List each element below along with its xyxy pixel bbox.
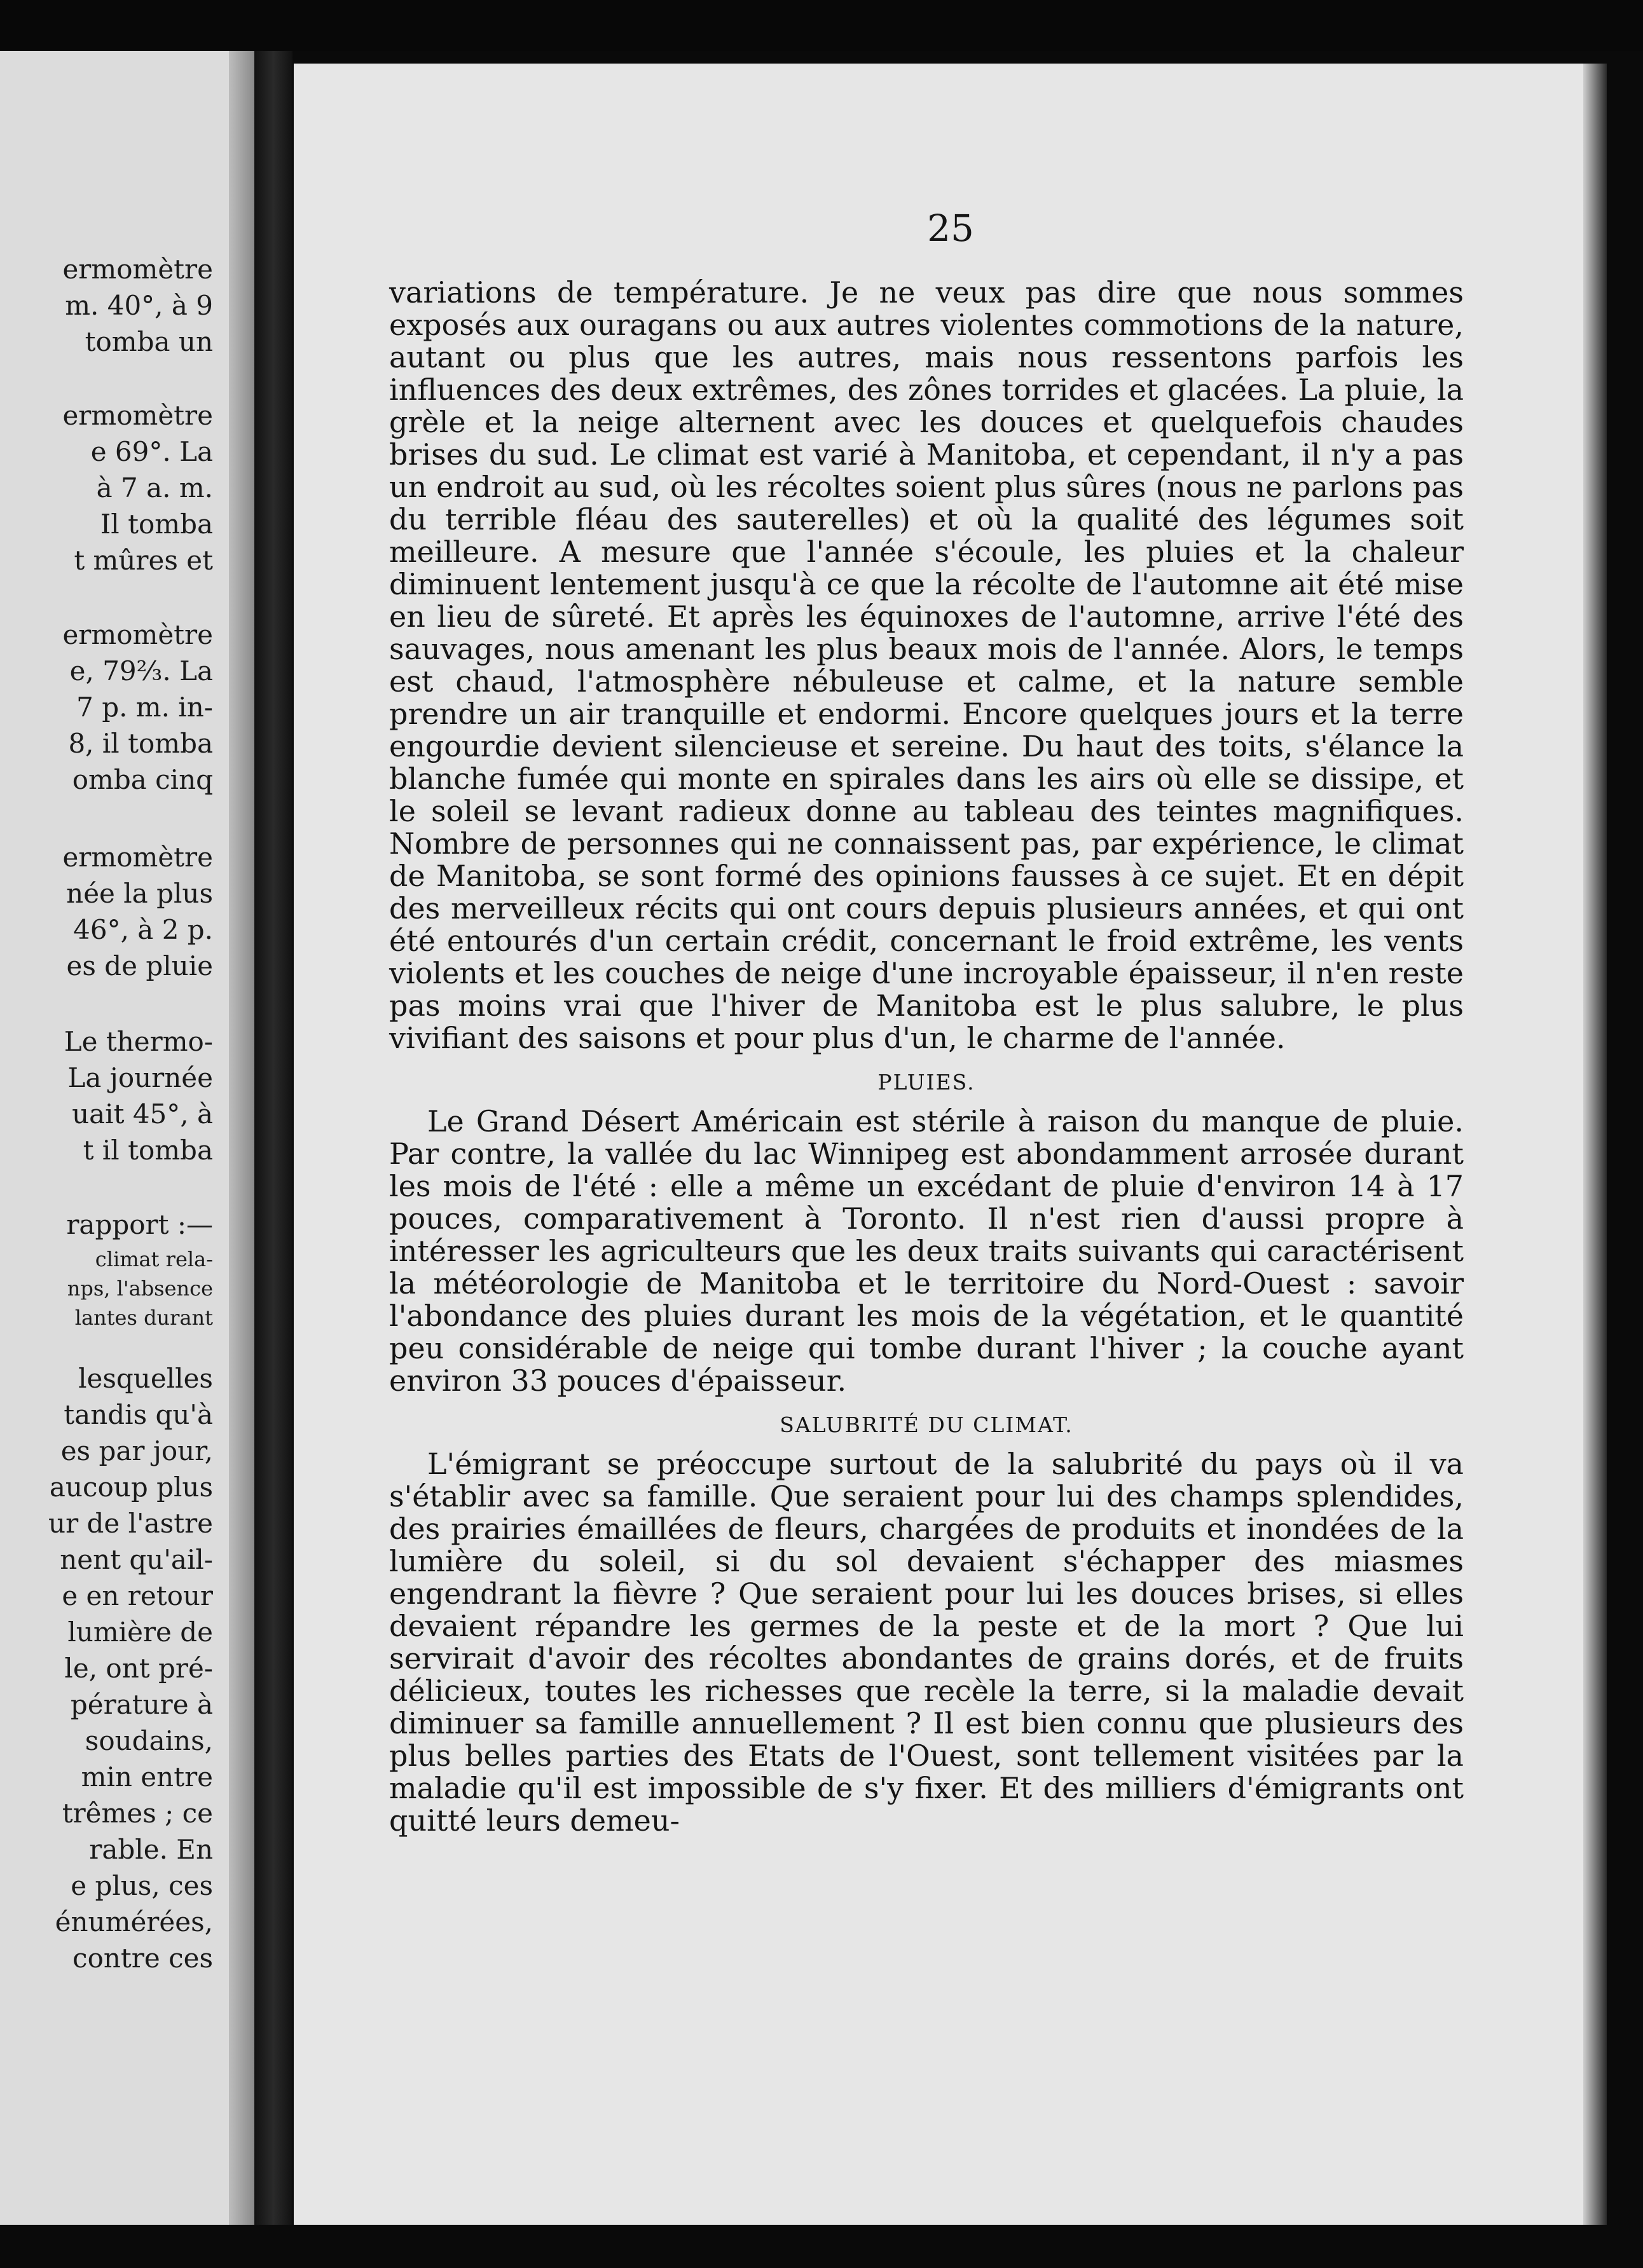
- left-page-line: contre ces: [72, 1943, 213, 1974]
- left-page-line: es par jour,: [60, 1435, 213, 1466]
- left-page-line: ermomètre: [62, 254, 213, 285]
- left-page-line: uait 45°, à: [72, 1098, 213, 1130]
- left-page-line: 7 p. m. in-: [76, 692, 213, 723]
- left-page-line: ermomètre: [62, 842, 213, 873]
- left-page-line: ermomètre: [62, 619, 213, 650]
- book-gutter: [254, 51, 292, 2225]
- section-heading-pluies: PLUIES.: [877, 1070, 975, 1095]
- intro-paragraph: variations de température. Je ne veux pas dire que nous sommes exposés aux ouragans ou aux autres violentes commotions de la nature, autant ou plus que les autres, mais nous ressentons parfois les influences des deux extrêmes, des zônes torrides et glacées. La pluie, la grèle et la neige alternent avec les douces et quelquefois chaudes brises du sud. Le climat est varié à Manitoba, et cependant, il n'y a pas un endroit au sud, où les récoltes soient plus sûres (nous ne parlons pas du terrible fléau des sauterelles) et où la qualité des légumes soit meilleure. A mesure que l'année s'écoule, les pluies et la chaleur diminuent lentement jusqu'à ce que la récolte de l'automne ait été mise en lieu de sûreté. Et après les équinoxes de l'automne, arrive l'été des sauvages, nous amenant les plus beaux mois de l'année. Alors, le temps est chaud, l'atmosphère nébuleuse et calme, et la nature semble prendre un air tranquille et endormi. Encore quelques jours et la terre engourdie devient silencieuse et sereine. Du haut des toits, s'élance la blanche fumée qui monte en spirales dans les airs où elle se dissipe, et le soleil se levant radieux donne au tableau des teintes magnifiques. Nombre de personnes qui ne connaissent pas, par expérience, le climat de Manitoba, se sont formé des opinions fausses à ce sujet. Et en dépit des merveilleux récits qui ont cours depuis plusieurs années, et qui ont été entourés d'un certain crédit, concernant le froid extrême, les vents violents et les couches de neige d'une incroyable épaisseur, il n'en reste pas moins vrai que l'hiver de Manitoba est le plus salubre, le plus vivifiant des saisons et pour plus d'un, le charme de l'année.: [389, 275, 1464, 1055]
- left-page-line: e 69°. La: [90, 436, 213, 467]
- left-page-line: La journée: [67, 1062, 213, 1093]
- left-page-line: m. 40°, à 9: [65, 290, 213, 321]
- left-page-line: e en retour: [62, 1580, 213, 1611]
- left-page-line: e, 79⅔. La: [69, 655, 213, 687]
- left-page-line: à 7 a. m.: [96, 472, 213, 503]
- left-page-line: pérature à: [70, 1689, 213, 1720]
- left-page-line: tandis qu'à: [64, 1399, 213, 1430]
- left-page-line: Il tomba: [100, 509, 213, 540]
- page-body: [389, 277, 1464, 1837]
- page-edge-shadow: [1583, 64, 1607, 2225]
- left-page-line: énumérées,: [55, 1906, 213, 1937]
- left-page-line: lumière de: [67, 1616, 213, 1648]
- left-page-line: 46°, à 2 p.: [73, 914, 213, 945]
- left-page-line: min entre: [81, 1761, 213, 1793]
- section-paragraph-pluies: Le Grand Désert Américain est stérile à raison du manque de pluie. Par contre, la vallée du lac Winnipeg est abondamment arrosée durant les mois de l'été : elle a même un excédant de pluie d'environ 14 à 17 pouces, comparativement à Toronto. Il n'est rien d'aussi propre à intéresser les agriculteurs que les deux traits suivants qui caractérisent la météorologie de Manitoba et le territoire du Nord-Ouest : savoir l'abondance des pluies durant les mois de la végétation, et le quantité peu considérable de neige qui tombe durant l'hiver ; la couche ayant environ 33 pouces d'épaisseur.: [389, 1104, 1464, 1398]
- left-page-line: trêmes ; ce: [62, 1798, 213, 1829]
- left-page-line: es de pluie: [66, 950, 213, 981]
- left-page-line: 8, il tomba: [68, 728, 213, 759]
- left-page-line: t il tomba: [83, 1135, 213, 1166]
- left-page-line: rable. En: [89, 1834, 213, 1865]
- left-page-line: ur de l'astre: [48, 1508, 213, 1539]
- left-page-line: rapport :—: [66, 1209, 213, 1240]
- left-page-line: omba cinq: [72, 764, 213, 795]
- section-heading-salubrite: SALUBRITÉ DU CLIMAT.: [780, 1412, 1073, 1437]
- left-page-line: lantes durant: [74, 1306, 213, 1330]
- left-page-line: aucoup plus: [49, 1472, 213, 1503]
- left-page-line: e plus, ces: [71, 1870, 213, 1901]
- previous-page-fragment: [0, 51, 251, 2225]
- left-page-line: lesquelles: [78, 1363, 213, 1394]
- section-paragraph-salubrite: L'émigrant se préoccupe surtout de la salubrité du pays où il va s'établir avec sa famille. Que seraient pour lui des champs splendides, des prairies émaillées de fleurs, chargées de produits et inondées de la lumière du soleil, si du sol devaient s'échapper des miasmes engendrant la fièvre ? Que seraient pour lui les douces brises, si elles devaient répandre les germes de la peste et de la mort ? Que lui servirait d'avoir des récoltes abondantes de grains dorés, et de fruits délicieux, toutes les richesses que recèle la terre, si la maladie devait diminuer sa famille annuellement ? Il est bien connu que plusieurs des plus belles parties des Etats de l'Ouest, sont tellement visitées par la maladie qu'il est impossible de s'y fixer. Et des milliers d'émigrants ont quitté leurs demeu-: [389, 1447, 1464, 1838]
- left-page-line: nps, l'absence: [67, 1276, 213, 1301]
- left-page-edge: [229, 51, 254, 2225]
- left-page-line: soudains,: [85, 1725, 213, 1756]
- left-page-line: le, ont pré-: [64, 1653, 213, 1684]
- left-page-line: climat rela-: [95, 1247, 213, 1271]
- left-page-line: nent qu'ail-: [60, 1544, 213, 1575]
- left-page-line: ermomètre: [62, 400, 213, 431]
- left-page-line: t mûres et: [74, 545, 213, 576]
- film-border: [0, 0, 1643, 51]
- page-number: 25: [927, 207, 974, 250]
- left-page-line: née la plus: [66, 878, 213, 909]
- left-page-line: Le thermo-: [64, 1026, 213, 1057]
- left-page-line: tomba un: [85, 326, 213, 357]
